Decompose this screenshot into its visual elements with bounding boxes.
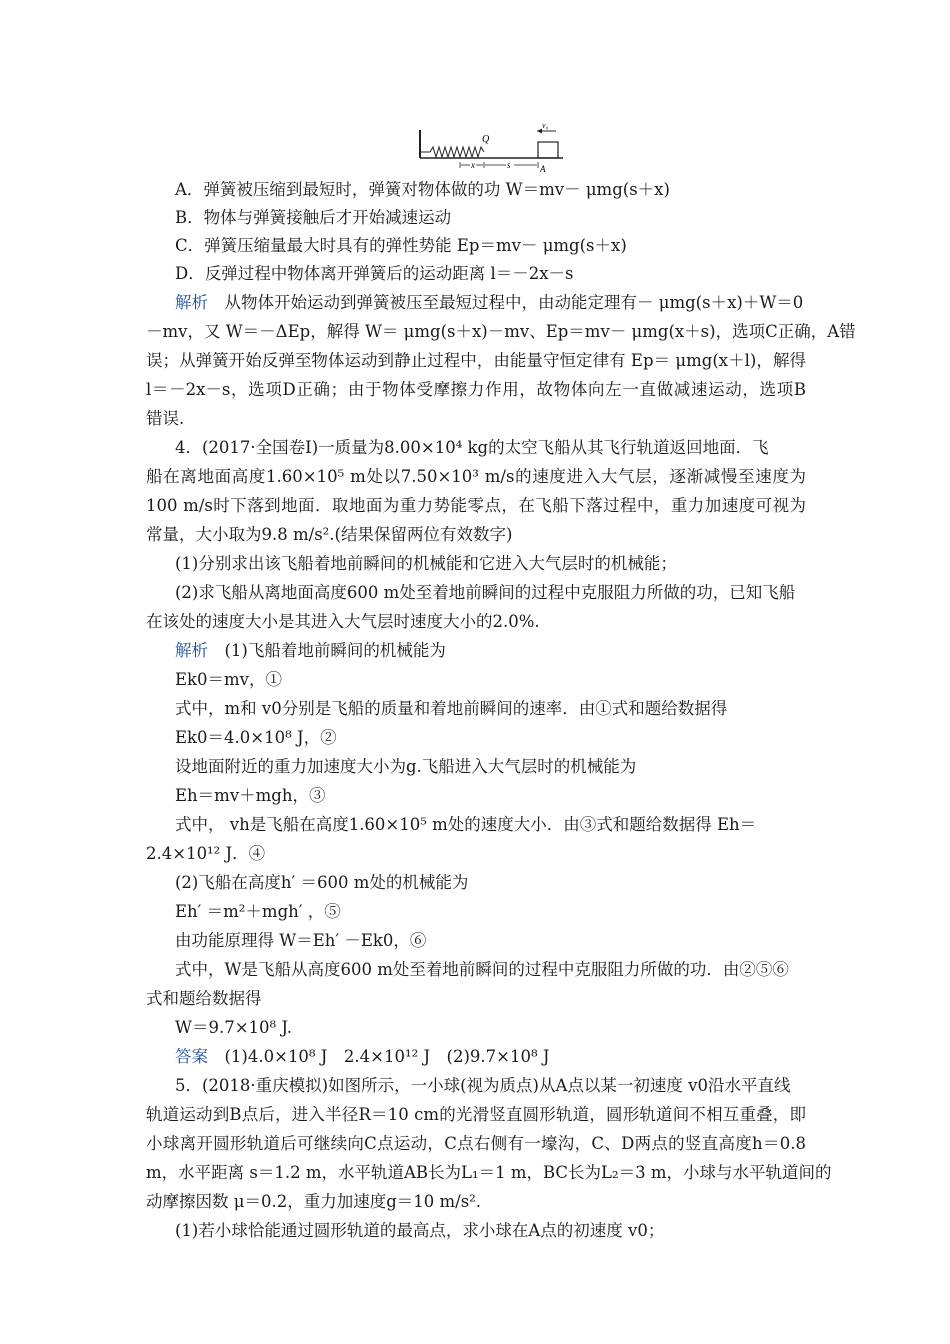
text-line: 式中，W是飞船从高度600 m处至着地前瞬间的过程中克服阻力所做的功．由②⑤⑥ xyxy=(175,960,789,979)
text-line: 船在离地面高度1.60×10⁵ m处以7.50×10³ m/s的速度进入大气层，逐渐减慢至速度为 xyxy=(146,467,806,486)
analysis-text: 从物体开始运动到弹簧被压至最短过程中，由动能定理有－ μmg(s＋x)＋W＝0 xyxy=(224,293,804,312)
question-5-title: 5．(2018·重庆模拟)如图所示，一小球(视为质点)从A点以某一初速度 v0沿水平直线 xyxy=(175,1076,791,1095)
text-line: 100 m/s时下落到地面．取地面为重力势能零点，在飞船下落过程中，重力加速度可视为 xyxy=(146,496,806,515)
answer-text: (1)4.0×10⁸ J 2.4×10¹² J (2)9.7×10⁸ J xyxy=(224,1047,550,1066)
analysis-label: 解析 xyxy=(175,641,208,660)
subquestion-2: (2)求飞船从离地面高度600 m处至着地前瞬间的过程中克服阻力所做的功，已知飞船 xyxy=(175,583,796,602)
text-line: 式中， vh是飞船在高度1.60×10⁵ m处的速度大小．由③式和题给数据得 Eh＝ xyxy=(175,815,757,834)
answer-label: 答案 xyxy=(175,1047,208,1066)
text-line: 式和题给数据得 xyxy=(146,989,262,1008)
analysis-text: (1)飞船着地前瞬间的机械能为 xyxy=(224,641,446,660)
label-v0: v₀ xyxy=(542,122,549,130)
label-s: s xyxy=(507,160,511,170)
equation-5: Eh′ ＝m²＋mgh′ ，⑤ xyxy=(175,902,341,921)
text-line: 常量，大小取为9.8 m/s².(结果保留两位有效数字) xyxy=(146,525,513,544)
text-line: 错误. xyxy=(146,409,185,428)
label-a: A xyxy=(540,164,546,174)
spring-block-diagram xyxy=(418,122,568,174)
equation-4: 2.4×10¹² J．④ xyxy=(146,844,266,863)
equation-1: Ek0＝mv，① xyxy=(175,670,283,689)
text-line: －mv，又 W＝－ΔEp，解得 W＝ μmg(s＋x)－mv、Ep＝mv－ μmg(x＋s)，选项C正确，A错 xyxy=(146,322,856,341)
text-line: 动摩擦因数 μ＝0.2，重力加速度g＝10 m/s². xyxy=(146,1192,482,1211)
subquestion-1: (1)若小球恰能通过圆形轨道的最高点，求小球在A点的初速度 v0； xyxy=(175,1221,665,1240)
label-x: x xyxy=(471,160,475,170)
equation-6: 由功能原理得 W＝Eh′ －Ek0，⑥ xyxy=(175,931,427,950)
analysis-label: 解析 xyxy=(175,293,208,312)
analysis-line xyxy=(175,291,803,315)
text-line: 误；从弹簧开始反弹至物体运动到静止过程中，由能量守恒定律有 Ep＝ μmg(x＋l)，解得 xyxy=(146,351,806,370)
option-b: B．物体与弹簧接触后才开始减速运动 xyxy=(175,208,452,227)
option-d: D．反弹过程中物体离开弹簧后的运动距离 l＝－2x－s xyxy=(175,264,574,283)
text-line: l＝－2x－s，选项D正确；由于物体受摩擦力作用，故物体向左一直做减速运动，选项B xyxy=(146,380,806,399)
text-line: m，水平距离 s＝1.2 m，水平轨道AB长为L₁＝1 m，BC长为L₂＝3 m，小球与水平轨道间的 xyxy=(146,1163,832,1182)
subquestion-1: (1)分别求出该飞船着地前瞬间的机械能和它进入大气层时的机械能； xyxy=(175,554,677,573)
question-4-title: 4．(2017·全国卷Ⅰ)一质量为8.00×10⁴ kg的太空飞船从其飞行轨道返回地面．飞 xyxy=(175,438,769,457)
text-line: (2)飞船在高度h′ ＝600 m处的机械能为 xyxy=(175,873,469,892)
option-a: A．弹簧被压缩到最短时，弹簧对物体做的功 W＝mv－ μmg(s＋x) xyxy=(175,180,670,199)
option-c: C．弹簧压缩量最大时具有的弹性势能 Ep＝mv－ μmg(s＋x) xyxy=(175,236,627,255)
text-line: 小球离开圆形轨道后可继续向C点运动，C点右侧有一壕沟，C、D两点的竖直高度h＝0.8 xyxy=(146,1134,806,1153)
equation-result: W＝9.7×10⁸ J. xyxy=(175,1018,292,1037)
label-q: Q xyxy=(482,134,490,145)
equation-2: Ek0＝4.0×10⁸ J，② xyxy=(175,728,337,747)
text-line: 式中，m和 v0分别是飞船的质量和着地前瞬间的速率．由①式和题给数据得 xyxy=(175,699,728,718)
text-line: 在该处的速度大小是其进入大气层时速度大小的2.0%. xyxy=(146,612,540,631)
analysis-line xyxy=(175,639,446,663)
text-line: 设地面附近的重力加速度大小为g.飞船进入大气层时的机械能为 xyxy=(175,757,637,776)
equation-3: Eh＝mv＋mgh，③ xyxy=(175,786,326,805)
text-line: 轨道运动到B点后，进入半径R＝10 cm的光滑竖直圆形轨道，圆形轨道间不相互重叠，即 xyxy=(146,1105,806,1124)
answer-line xyxy=(175,1045,549,1069)
